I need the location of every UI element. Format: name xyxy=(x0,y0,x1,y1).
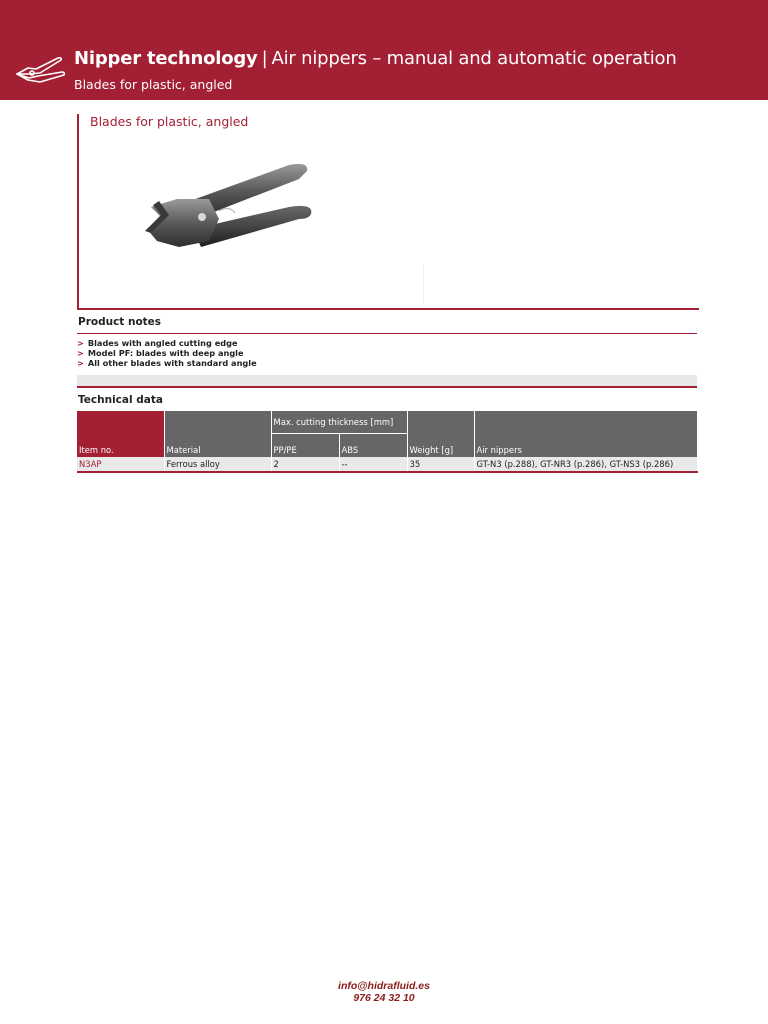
page-header xyxy=(0,0,768,100)
divider xyxy=(423,264,424,304)
cell-air-nippers: GT-N3 (p.288), GT-NR3 (p.286), GT-NS3 (p.286) xyxy=(474,457,697,472)
cell-item-no: N3AP xyxy=(77,457,164,472)
cell-pp-pe: 2 xyxy=(271,457,339,472)
column-header-item-no: Item no. xyxy=(77,411,164,457)
list-item: > Model PF: blades with deep angle xyxy=(77,348,244,359)
page-title-bold: Nipper technology xyxy=(74,48,258,69)
column-header-abs: ABS xyxy=(339,434,407,458)
product-notes-list xyxy=(77,338,697,369)
page-title xyxy=(74,48,677,69)
product-notes-title: Product notes xyxy=(78,316,162,328)
column-header-air-nippers: Air nippers xyxy=(474,411,697,457)
product-title: Blades for plastic, angled xyxy=(90,114,249,129)
footer-phone: 976 24 32 10 xyxy=(353,992,415,1004)
table-row xyxy=(77,457,697,472)
page-subtitle: Blades for plastic, angled xyxy=(74,77,233,92)
nipper-blade-image xyxy=(139,159,339,259)
bullet-arrow-icon: > xyxy=(77,348,84,359)
cell-abs: -- xyxy=(339,457,407,472)
cell-material: Ferrous alloy xyxy=(164,457,271,472)
divider xyxy=(77,333,697,334)
column-header-thickness: Max. cutting thickness [mm] xyxy=(271,411,407,434)
column-header-weight: Weight [g] xyxy=(407,411,474,457)
page-title-rest: Air nippers – manual and automatic operation xyxy=(271,48,677,69)
column-header-material: Material xyxy=(164,411,271,457)
notes-spacer xyxy=(77,375,697,386)
nipper-icon xyxy=(14,52,68,86)
technical-data-table xyxy=(77,411,698,473)
list-item: > All other blades with standard angle xyxy=(77,358,257,369)
title-separator: | xyxy=(261,48,268,69)
list-item: > Blades with angled cutting edge xyxy=(77,338,238,348)
bullet-arrow-icon: > xyxy=(77,338,84,348)
bullet-arrow-icon: > xyxy=(77,358,84,369)
product-section xyxy=(77,114,699,310)
technical-data-title: Technical data xyxy=(78,394,163,406)
divider xyxy=(77,386,697,388)
column-header-pp-pe: PP/PE xyxy=(271,434,339,458)
cell-weight: 35 xyxy=(407,457,474,472)
footer-email: info@hidrafluid.es xyxy=(338,980,430,992)
